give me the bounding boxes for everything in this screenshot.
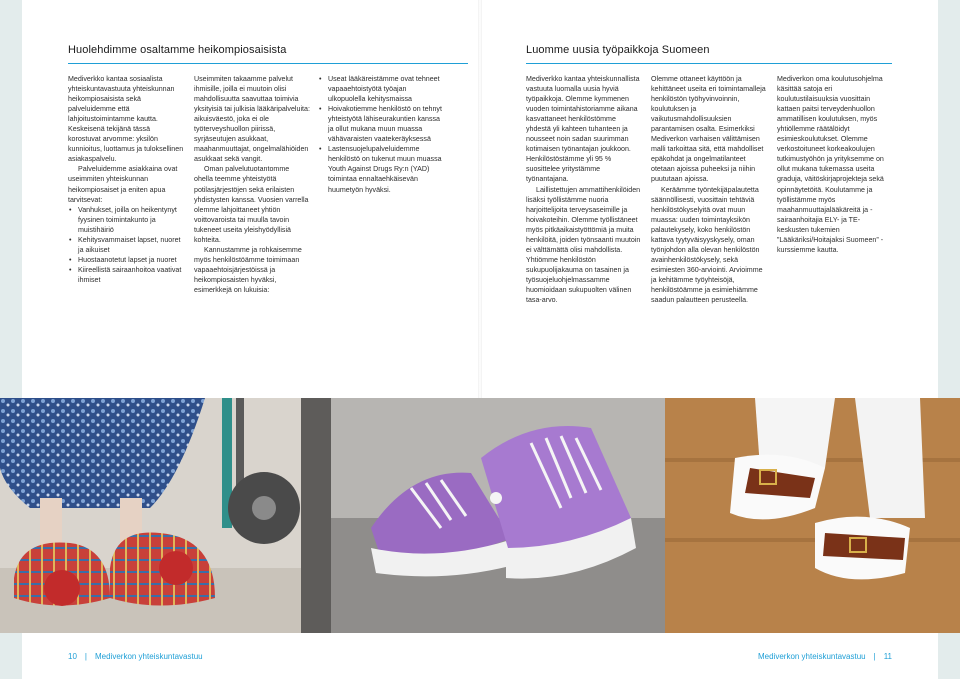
left-page-footer: [68, 652, 203, 661]
paragraph: Palveluidemme asiakkaina ovat useimmiten yhteiskunnan heikompiosaiset ja eniten apua tarvitsevat:: [68, 165, 178, 204]
page-number: 11: [883, 652, 892, 661]
right-column-1: [526, 74, 642, 305]
left-column-1: [68, 74, 184, 285]
footer-separator: |: [873, 652, 876, 661]
sneakers-image: [301, 398, 665, 633]
footer-separator: |: [84, 652, 87, 661]
paragraph: Keräämme työntekijäpalautetta säännöllisesti, vuosittain tehtäviä henkilöstökyselyitä ovat muun muassa: uuden toimintayksikön palautekysely, koko henkilöstön kattava tyytyväisyyskysely, oman työnjohdon alla olevan henkilöstön avainhenkilöstökysely, sekä esimiesten 360-arviointi. Arvioimme ja kehitämme työyhteisöjä, henkilöstöämme ja esimiehiämme saadun palautteen perusteella.: [651, 185, 763, 305]
slippers-walker-image: [0, 398, 301, 633]
sandals-socks-photo: [665, 398, 960, 633]
purple-sneakers-photo: [301, 398, 665, 633]
bullet-list: [68, 205, 184, 285]
page-number: 10: [68, 652, 77, 661]
bullet-item: • Kiireellistä sairaanhoitoa vaativat ihmiset: [68, 265, 184, 285]
right-section-title: Luomme uusia työpaikkoja Suomeen: [526, 44, 710, 56]
bullet-item: • Hoivakotiemme henkilöstö on tehnyt yhteistyötä lähiseurakuntien kanssa ja ollut mukana muun muassa vähävaraisten vaatekeräyksessä: [318, 104, 442, 144]
right-section-rule: [526, 63, 892, 64]
left-section-rule: [68, 63, 468, 64]
left-section-title: Huolehdimme osaltamme heikompiosaisista: [68, 44, 287, 56]
sandals-image: [665, 398, 960, 633]
right-column-3: [777, 74, 891, 255]
bullet-list: [318, 74, 442, 195]
bullet-item: • Vanhukset, joilla on heikentynyt fyysinen toimintakunto ja muistihäiriö: [68, 205, 184, 235]
bullet-item: • Lastensuojelupalveluidemme henkilöstö on tukenut muun muassa Youth Against Drugs Ry:n (YAD) toimintaa ennaltaehkäisevän huumetyön hyväksi.: [318, 144, 442, 194]
paragraph: Oman palvelutuotantomme ohella teemme yhteistyötä potilasjärjestöjen sekä erilaisten yhdistysten kanssa. Vuosien varrella olemme lahjoittaneet yhtiön voittovaroista tai muulla tavoin tukeneet useita yleishyödyllisiä kohteita.: [194, 165, 309, 244]
paragraph: Useimmiten takaamme palvelut ihmisille, joilla ei muutoin olisi mahdollisuutta saavuttaa toimivia yksityisiä tai julkisia lääkäripalveluita: aikuisväestö, joka ei ole työterveyshuollon piirissä, syrjäseutujen asukkaat, maahanmuuttajat, ongelmalähiöiden asukkaat sekä vangit.: [194, 75, 310, 164]
right-column-2: [651, 74, 767, 305]
paragraph: Mediverkko kantaa sosiaalista yhteiskuntavastuuta yhteiskunnan heikompiosaisista sekä palveluidemme että lahjoitustoimintamme kautta. Keskeisenä tekijänä tässä korostuvat arvomme: yksilön kunnioitus, luottamus ja tuloksellinen asiakaspalvelu.: [68, 75, 184, 164]
paragraph: Laillistettujen ammattihenkilöiden lisäksi työllistämme nuoria harjoittelijoita terveysaseimille ja hoivakoteihin. Olemme työllistäneet myös pitkäaikaistyöttömiä ja muita henkilöitä, joiden työnsaanti muutoin ei välttämättä olisi mahdollista. Yhtiömme henkilöstön sukupuolijakauma on tasainen ja työsuojeluohjelmassamme huomioidaan sukupuolten välinen tasa-arvo.: [526, 185, 641, 305]
bullet-item: • Huostaanotetut lapset ja nuoret: [68, 255, 184, 265]
left-column-3: [318, 74, 442, 195]
bullet-item: • Kehitysvammaiset lapset, nuoret ja aikuiset: [68, 235, 184, 255]
slippers-walker-photo: [0, 398, 301, 633]
page-gutter: [478, 0, 482, 400]
paragraph: Olemme ottaneet käyttöön ja kehittäneet useita eri toimintamalleja henkilöstön työhyvinvoinnin, koulutuksen ja vaikutusmahdollisuuksien parantamisen osalta. Esimerkiksi Mediverkon varhaisen välittämisen malli tarkoittaa sitä, että mahdolliset epäkohdat ja ongelmatilanteet otetaan ajoissa puheeksi ja niihin puututaan ajoissa.: [651, 75, 766, 184]
publication-name: Mediverkon yhteiskuntavastuu: [757, 652, 866, 661]
paragraph: Mediverkon oma koulutusohjelma käsittää satoja eri koulutustilaisuuksia vuosittain kattaen paitsi terveydenhuollon ammatillisen koulutuksen, myös yhtiöllemme räätälöidyt esimieskoulutukset. Olemme verkostoituneet korkeakoulujen tutkimustyöhön ja yrityksemme on ollut mukana tukemassa useita graduja, väitöskirjaprojekteja sekä opinnäytetöitä. Koulutamme ja työllistämme myös maahanmuuttajalääkäreitä ja -sairaanhoitajia ELY- ja TE-keskusten tukemien ”Lääkäriksi/Hoitajaksi Suomeen” -kurssiemme kautta.: [777, 75, 884, 254]
publication-name: Mediverkon yhteiskuntavastuu: [94, 652, 203, 661]
right-page-footer: [758, 652, 892, 661]
paragraph: Kannustamme ja rohkaisemme myös henkilöstöämme toimimaan vapaaehtoisjärjestöissä ja heikompiosaisten hyväksi, esimerkkejä on lukuisia:: [194, 245, 302, 294]
left-column-2: [194, 74, 310, 295]
paragraph: Mediverkko kantaa yhteiskunnallista vastuuta luomalla uusia hyviä työpaikkoja. Olemme kymmenen vuoden toimintahistoriamme aikana kasvattaneet henkilöstömme yhdestä yli kahteen tuhanteen ja nousseet noin sadan suurimman kotimaisen työnantajan joukkoon. Henkilöstöstämme yli 95 % suosittelee yritystämme työnantajana.: [526, 75, 640, 184]
bullet-item: • Useat lääkäreistämme ovat tehneet vapaaehtoistyötä työajan ulkopuolella kehitysmaissa: [318, 74, 442, 104]
